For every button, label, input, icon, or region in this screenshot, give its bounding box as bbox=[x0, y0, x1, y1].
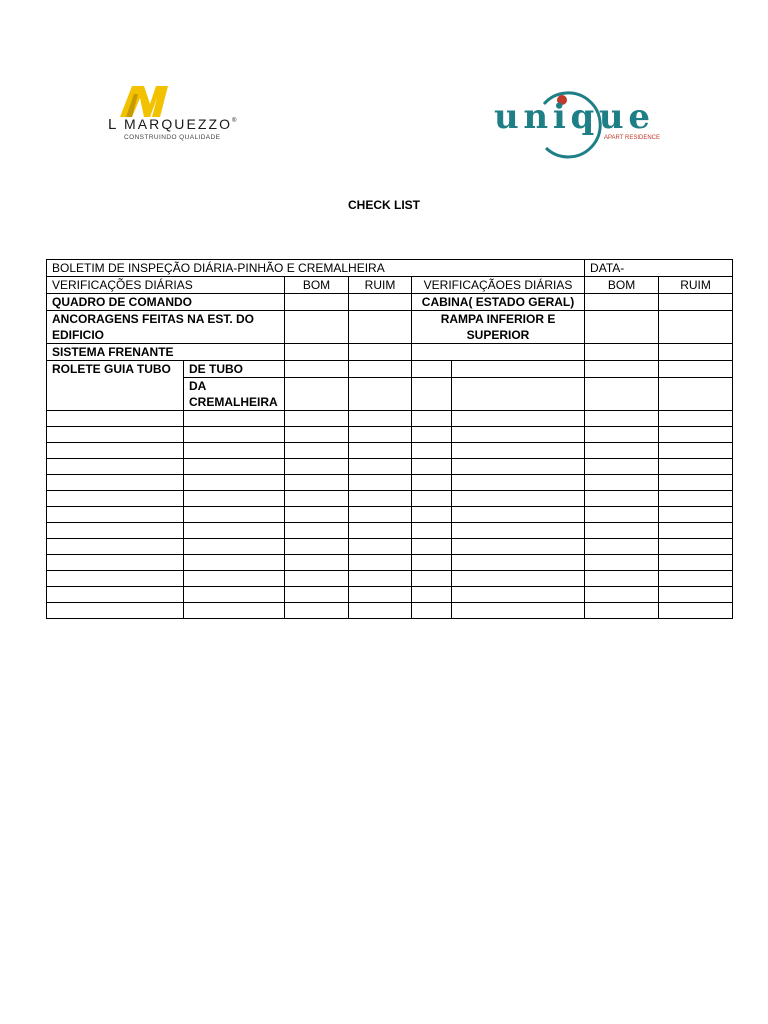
l-marquezzo-logo bbox=[106, 84, 240, 144]
empty-cell[interactable] bbox=[285, 587, 349, 603]
item-de-tubo: DE TUBO bbox=[184, 361, 285, 378]
empty-cell[interactable] bbox=[184, 539, 285, 555]
empty-cell[interactable] bbox=[452, 603, 585, 619]
table-header-row bbox=[47, 260, 733, 277]
empty-cell[interactable] bbox=[412, 443, 452, 459]
empty-cell[interactable] bbox=[349, 507, 412, 523]
table-row bbox=[47, 411, 733, 427]
empty-cell[interactable] bbox=[184, 571, 285, 587]
empty-cell[interactable] bbox=[285, 427, 349, 443]
check-cell[interactable] bbox=[585, 294, 659, 311]
empty-cell[interactable] bbox=[349, 459, 412, 475]
check-cell[interactable] bbox=[412, 378, 452, 411]
empty-cell[interactable] bbox=[452, 539, 585, 555]
svg-text:L: L bbox=[108, 116, 117, 133]
empty-cell[interactable] bbox=[285, 475, 349, 491]
empty-cell[interactable] bbox=[47, 459, 184, 475]
check-cell[interactable] bbox=[349, 361, 412, 378]
check-cell[interactable] bbox=[659, 294, 733, 311]
empty-cell[interactable] bbox=[452, 475, 585, 491]
empty-cell[interactable] bbox=[452, 427, 585, 443]
empty-cell[interactable] bbox=[47, 475, 184, 491]
empty-cell[interactable] bbox=[184, 443, 285, 459]
empty-cell[interactable] bbox=[285, 523, 349, 539]
check-cell[interactable] bbox=[659, 344, 733, 361]
check-cell[interactable] bbox=[659, 361, 733, 378]
empty-cell[interactable] bbox=[659, 603, 733, 619]
table-body bbox=[47, 260, 733, 619]
empty-cell[interactable] bbox=[452, 555, 585, 571]
check-cell[interactable] bbox=[285, 378, 349, 411]
empty-cell[interactable] bbox=[659, 587, 733, 603]
table-row bbox=[47, 361, 733, 378]
empty-cell[interactable] bbox=[659, 571, 733, 587]
empty-cell[interactable] bbox=[585, 459, 659, 475]
svg-text:®: ® bbox=[232, 118, 237, 124]
empty-cell[interactable] bbox=[47, 443, 184, 459]
col-verificacoes-right: VERIFICAÇÃOES DIÁRIAS bbox=[412, 277, 585, 294]
empty-cell[interactable] bbox=[47, 427, 184, 443]
empty-cell[interactable] bbox=[585, 539, 659, 555]
check-cell[interactable] bbox=[349, 344, 412, 361]
empty-cell[interactable] bbox=[659, 507, 733, 523]
empty-cell[interactable] bbox=[184, 603, 285, 619]
empty-cell[interactable] bbox=[47, 603, 184, 619]
empty-cell[interactable] bbox=[285, 507, 349, 523]
empty-cell[interactable] bbox=[285, 443, 349, 459]
table-row bbox=[47, 344, 733, 361]
table-header: BOLETIM DE INSPEÇÃO DIÁRIA-PINHÃO E CREMALHEIRA bbox=[47, 260, 585, 277]
table-row bbox=[47, 539, 733, 555]
empty-cell[interactable] bbox=[659, 475, 733, 491]
date-field[interactable]: DATA- bbox=[585, 260, 733, 277]
empty-cell[interactable] bbox=[184, 475, 285, 491]
empty-cell[interactable] bbox=[349, 523, 412, 539]
check-cell[interactable] bbox=[585, 361, 659, 378]
check-cell[interactable] bbox=[285, 361, 349, 378]
empty-cell[interactable] bbox=[349, 571, 412, 587]
empty-cell[interactable] bbox=[585, 571, 659, 587]
check-cell[interactable] bbox=[349, 378, 412, 411]
item-ancoragens: ANCORAGENS FEITAS NA EST. DO EDIFICIO bbox=[47, 311, 285, 344]
item-cabina: CABINA( ESTADO GERAL) bbox=[412, 294, 585, 311]
empty-cell[interactable] bbox=[585, 411, 659, 427]
empty-cell[interactable] bbox=[349, 411, 412, 427]
empty-cell[interactable] bbox=[412, 523, 452, 539]
check-cell[interactable] bbox=[349, 311, 412, 344]
check-cell[interactable] bbox=[452, 378, 585, 411]
empty-cell[interactable] bbox=[285, 459, 349, 475]
unique-logo bbox=[492, 84, 661, 154]
empty-cell[interactable] bbox=[412, 571, 452, 587]
empty-cell[interactable] bbox=[47, 571, 184, 587]
empty-cell[interactable] bbox=[659, 539, 733, 555]
empty-cell[interactable] bbox=[349, 427, 412, 443]
empty-cell[interactable] bbox=[184, 555, 285, 571]
table-row bbox=[47, 443, 733, 459]
check-cell[interactable] bbox=[285, 294, 349, 311]
check-cell[interactable] bbox=[412, 361, 452, 378]
table-row bbox=[47, 475, 733, 491]
empty-cell[interactable] bbox=[452, 459, 585, 475]
empty-cell[interactable] bbox=[47, 491, 184, 507]
empty-cell[interactable] bbox=[47, 507, 184, 523]
empty-cell[interactable] bbox=[184, 507, 285, 523]
check-cell[interactable] bbox=[585, 344, 659, 361]
empty-cell[interactable] bbox=[452, 587, 585, 603]
empty-cell[interactable] bbox=[47, 539, 184, 555]
empty-cell[interactable] bbox=[659, 411, 733, 427]
col-bom-right: BOM bbox=[585, 277, 659, 294]
item-quadro-de-comando: QUADRO DE COMANDO bbox=[47, 294, 285, 311]
table-row bbox=[47, 571, 733, 587]
empty-cell[interactable] bbox=[585, 507, 659, 523]
empty-cell[interactable] bbox=[659, 443, 733, 459]
item-sistema-frenante: SISTEMA FRENANTE bbox=[47, 344, 285, 361]
empty-cell[interactable] bbox=[412, 491, 452, 507]
column-header-row bbox=[47, 277, 733, 294]
empty-cell[interactable] bbox=[412, 555, 452, 571]
check-cell[interactable] bbox=[285, 344, 349, 361]
empty-cell[interactable] bbox=[285, 491, 349, 507]
empty-cell[interactable] bbox=[452, 491, 585, 507]
check-cell[interactable] bbox=[349, 294, 412, 311]
empty-cell[interactable] bbox=[349, 539, 412, 555]
empty-cell[interactable] bbox=[349, 555, 412, 571]
empty-cell[interactable] bbox=[285, 539, 349, 555]
empty-cell[interactable] bbox=[659, 491, 733, 507]
inspection-table bbox=[46, 259, 733, 619]
empty-cell[interactable] bbox=[659, 427, 733, 443]
empty-cell[interactable] bbox=[47, 523, 184, 539]
check-cell[interactable] bbox=[412, 344, 585, 361]
table-row bbox=[47, 587, 733, 603]
table-row bbox=[47, 427, 733, 443]
check-cell[interactable] bbox=[452, 361, 585, 378]
empty-cell[interactable] bbox=[285, 411, 349, 427]
check-cell[interactable] bbox=[659, 311, 733, 344]
table-row bbox=[47, 311, 733, 344]
empty-cell[interactable] bbox=[659, 523, 733, 539]
empty-cell[interactable] bbox=[452, 443, 585, 459]
empty-cell[interactable] bbox=[285, 603, 349, 619]
empty-cell[interactable] bbox=[585, 443, 659, 459]
empty-cell[interactable] bbox=[412, 587, 452, 603]
empty-cell[interactable] bbox=[412, 411, 452, 427]
item-da-cremalheira: DA CREMALHEIRA bbox=[184, 378, 285, 411]
check-cell[interactable] bbox=[585, 311, 659, 344]
table-row bbox=[47, 507, 733, 523]
document-title: CHECK LIST bbox=[348, 198, 420, 212]
table-row bbox=[47, 294, 733, 311]
item-rampa: RAMPA INFERIOR E SUPERIOR bbox=[412, 311, 585, 344]
svg-text:unique: unique bbox=[494, 97, 650, 137]
empty-cell[interactable] bbox=[412, 459, 452, 475]
empty-cell[interactable] bbox=[349, 443, 412, 459]
empty-cell[interactable] bbox=[184, 523, 285, 539]
table-row bbox=[47, 523, 733, 539]
svg-text:APART RESIDENCE: APART RESIDENCE bbox=[604, 135, 661, 141]
empty-cell[interactable] bbox=[349, 491, 412, 507]
item-rolete-guia-tubo: ROLETE GUIA TUBO bbox=[47, 361, 184, 411]
empty-cell[interactable] bbox=[659, 555, 733, 571]
empty-cell[interactable] bbox=[184, 587, 285, 603]
check-cell[interactable] bbox=[585, 378, 659, 411]
table-row bbox=[47, 491, 733, 507]
empty-cell[interactable] bbox=[585, 555, 659, 571]
empty-cell[interactable] bbox=[349, 603, 412, 619]
empty-cell[interactable] bbox=[452, 507, 585, 523]
empty-cell[interactable] bbox=[349, 587, 412, 603]
empty-cell[interactable] bbox=[47, 555, 184, 571]
col-ruim-right: RUIM bbox=[659, 277, 733, 294]
empty-cell[interactable] bbox=[412, 603, 452, 619]
check-cell[interactable] bbox=[659, 378, 733, 411]
empty-cell[interactable] bbox=[452, 571, 585, 587]
table-row bbox=[47, 603, 733, 619]
table-row bbox=[47, 555, 733, 571]
empty-cell[interactable] bbox=[285, 555, 349, 571]
empty-cell[interactable] bbox=[184, 427, 285, 443]
col-bom-left: BOM bbox=[285, 277, 349, 294]
empty-cell[interactable] bbox=[412, 539, 452, 555]
empty-cell[interactable] bbox=[585, 523, 659, 539]
empty-cell[interactable] bbox=[184, 411, 285, 427]
empty-cell[interactable] bbox=[47, 587, 184, 603]
table-row bbox=[47, 459, 733, 475]
col-ruim-left: RUIM bbox=[349, 277, 412, 294]
empty-cell[interactable] bbox=[47, 411, 184, 427]
empty-cell[interactable] bbox=[452, 411, 585, 427]
empty-cell[interactable] bbox=[585, 603, 659, 619]
empty-cell[interactable] bbox=[184, 459, 285, 475]
empty-cell[interactable] bbox=[585, 491, 659, 507]
check-cell[interactable] bbox=[285, 311, 349, 344]
empty-cell[interactable] bbox=[349, 475, 412, 491]
empty-cell[interactable] bbox=[585, 475, 659, 491]
svg-text:CONSTRUINDO QUALIDADE: CONSTRUINDO QUALIDADE bbox=[124, 134, 220, 141]
empty-cell[interactable] bbox=[585, 587, 659, 603]
empty-cell[interactable] bbox=[184, 491, 285, 507]
empty-cell[interactable] bbox=[412, 427, 452, 443]
empty-cell[interactable] bbox=[285, 571, 349, 587]
empty-cell[interactable] bbox=[585, 427, 659, 443]
empty-cell[interactable] bbox=[412, 475, 452, 491]
empty-cell[interactable] bbox=[412, 507, 452, 523]
empty-cell[interactable] bbox=[659, 459, 733, 475]
col-verificacoes-left: VERIFICAÇÕES DIÁRIAS bbox=[47, 277, 285, 294]
empty-cell[interactable] bbox=[452, 523, 585, 539]
svg-text:MARQUEZZO: MARQUEZZO bbox=[124, 116, 230, 132]
